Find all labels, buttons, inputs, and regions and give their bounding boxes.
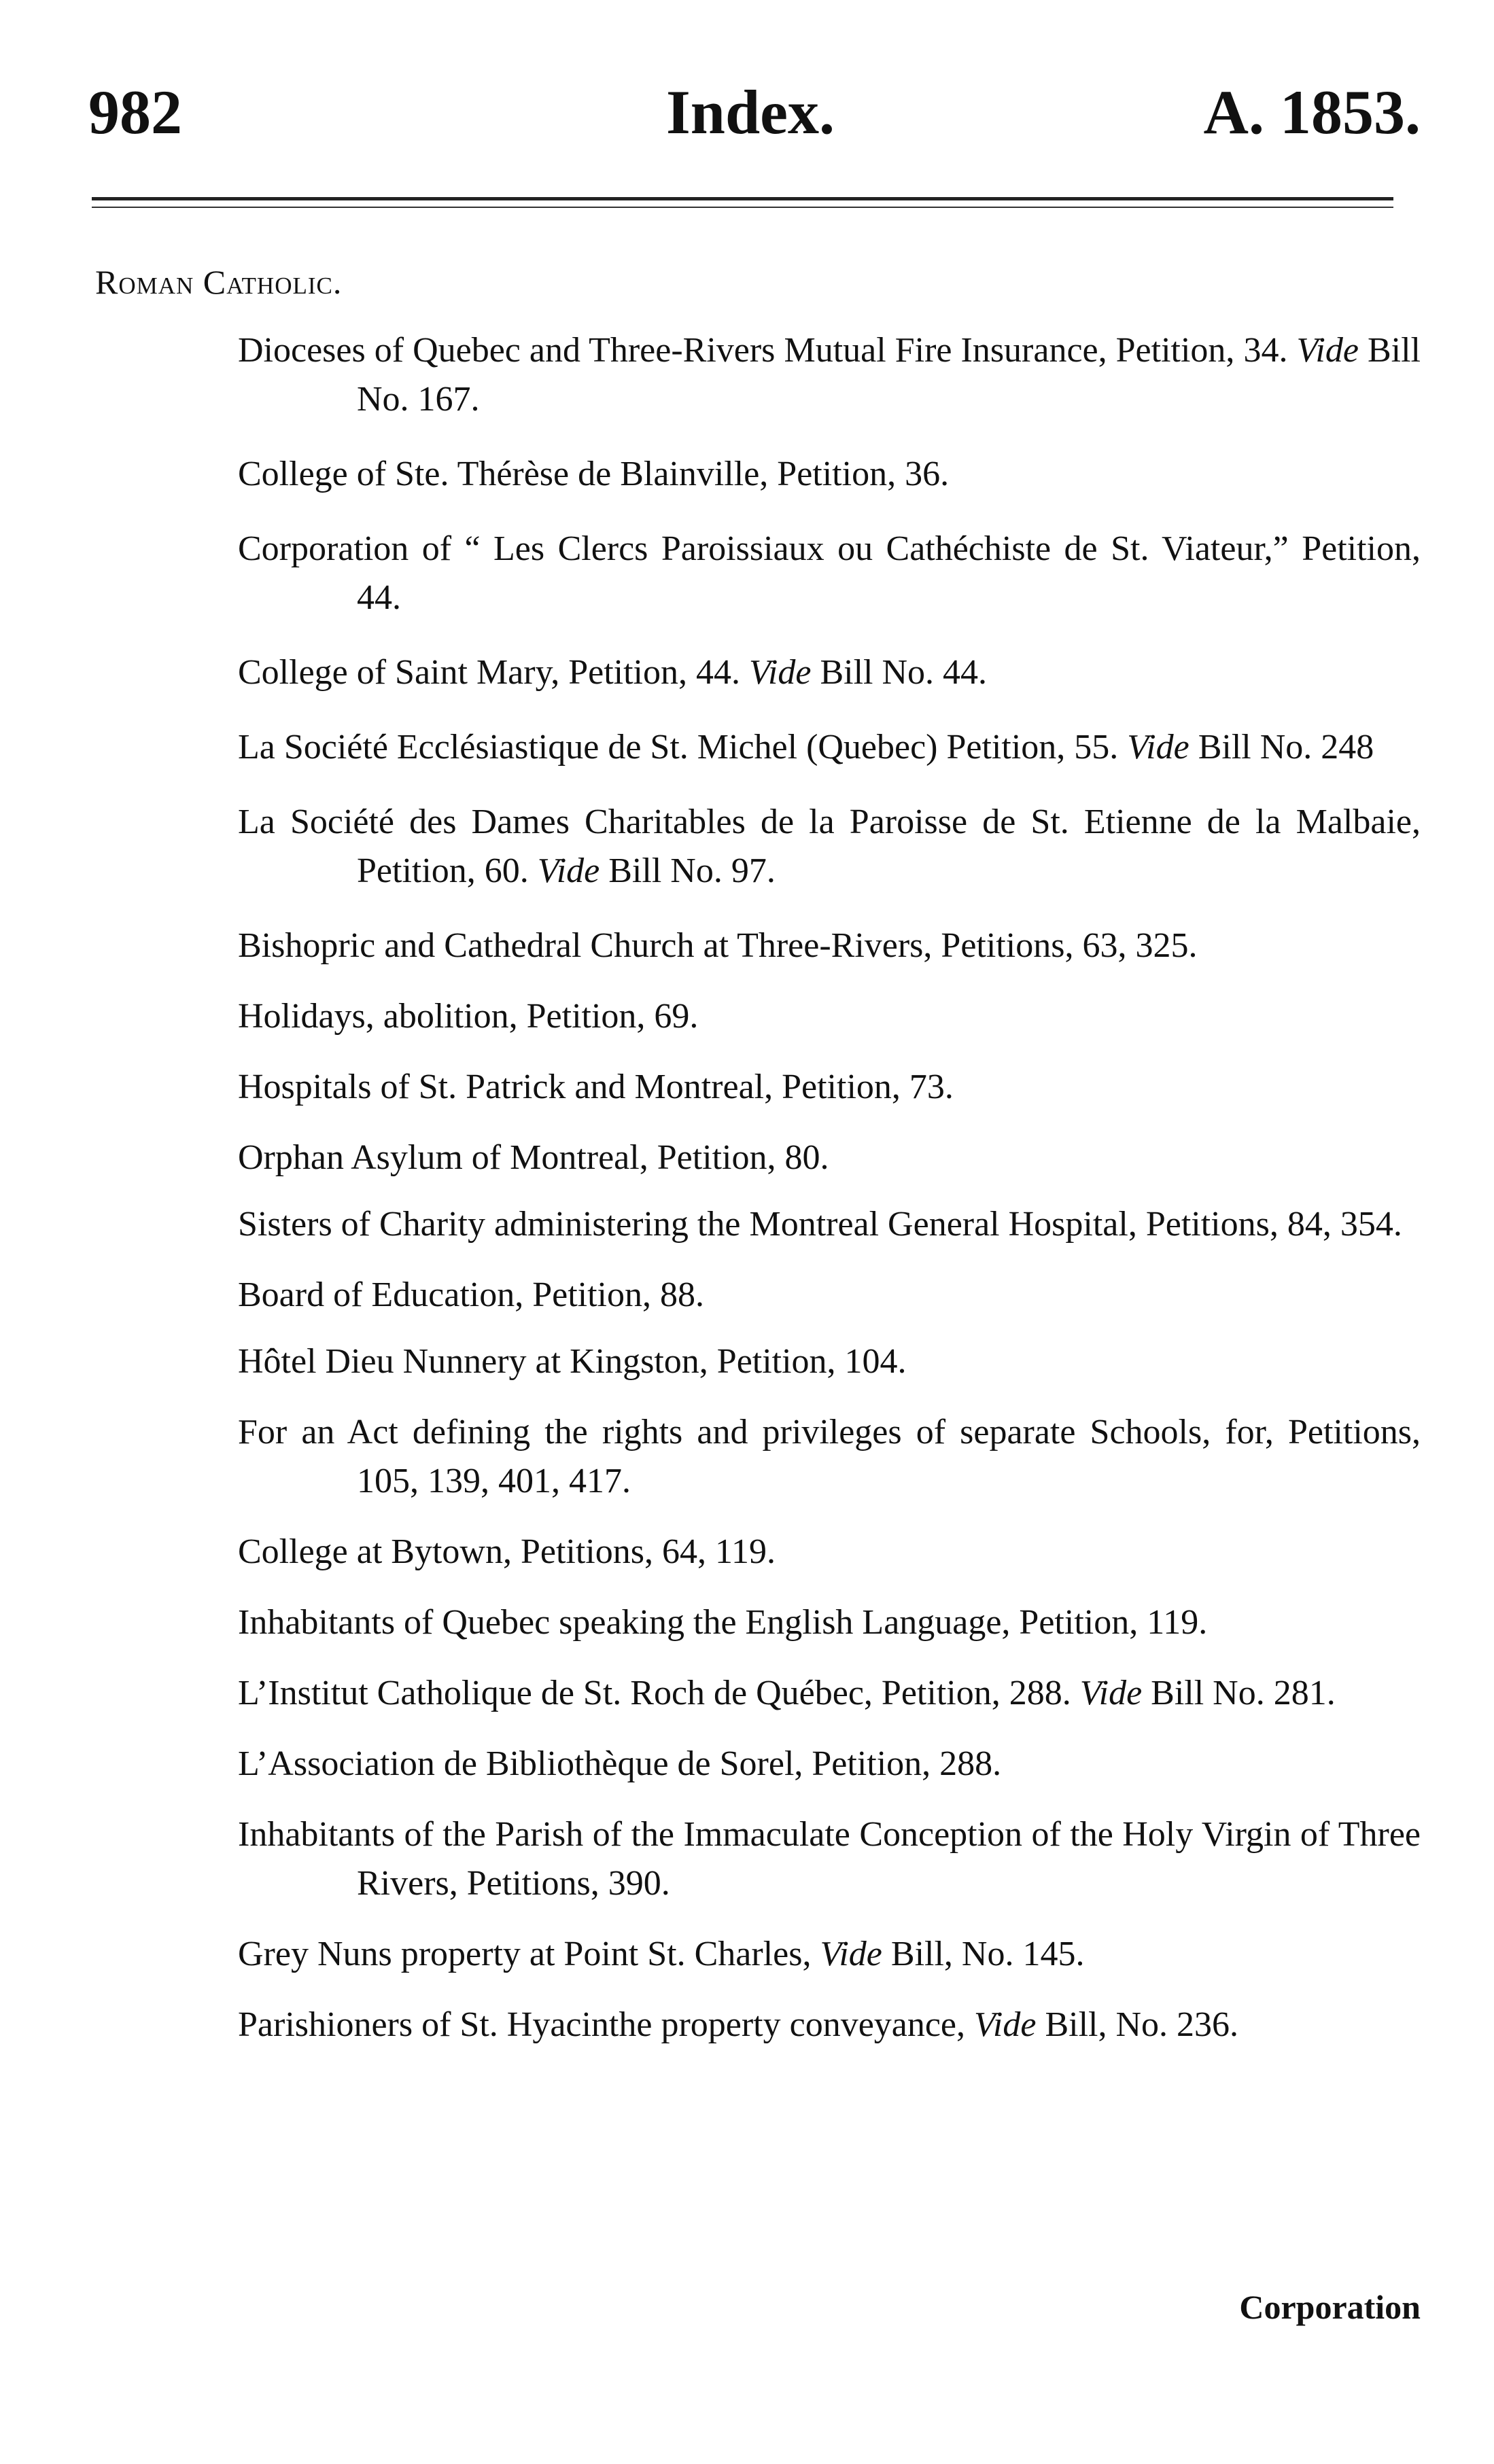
index-entry: Grey Nuns property at Point St. Charles, Vide Bill, No. 145. [238,1935,1085,1973]
page-title: Index. [666,77,835,147]
page-header [88,75,1421,149]
page-number: 982 [88,77,182,147]
header-rule-thick [92,197,1393,200]
index-entry: Corporation of “ Les Clercs Paroissiaux ou Cathéchiste de St. Viateur,” Petition, 44. [238,529,1421,617]
index-entry: College of Ste. Thérèse de Blainville, Petition, 36. [238,455,950,493]
index-entry: Dioceses of Quebec and Three-Rivers Mutual Fire Insurance, Petition, 34. Vide Bill No. 167. [238,331,1421,419]
index-entry: Hôtel Dieu Nunnery at Kingston, Petition, 104. [238,1342,907,1381]
index-entries [238,326,1421,2049]
index-entry: Bishopric and Cathedral Church at Three-Rivers, Petitions, 63, 325. [238,926,1198,965]
page-year: A. 1853. [1203,77,1421,147]
index-entry: Holidays, abolition, Petition, 69. [238,997,699,1036]
index-entry: La Société des Dames Charitables de la Paroisse de St. Etienne de la Malbaie, Petition, 60. Vide Bill No. 97. [238,803,1421,890]
index-entry: La Société Ecclésiastique de St. Michel (Quebec) Petition, 55. Vide Bill No. 248 [238,728,1374,767]
index-entry: Inhabitants of the Parish of the Immaculate Conception of the Holy Virgin of Three Rivers, Petitions, 390. [238,1815,1421,1903]
index-entry: Parishioners of St. Hyacinthe property conveyance, Vide Bill, No. 236. [238,2005,1239,2044]
section-heading: Roman Catholic. [95,263,343,301]
index-entry: For an Act defining the rights and privileges of separate Schools, for, Petitions, 105, 139, 401, 417. [238,1413,1421,1500]
index-entry: Orphan Asylum of Montreal, Petition, 80. [238,1138,829,1177]
index-entry: L’Association de Bibliothèque de Sorel, Petition, 288. [238,1744,1002,1783]
index-entry: L’Institut Catholique de St. Roch de Québec, Petition, 288. Vide Bill No. 281. [238,1674,1336,1712]
index-entry: Hospitals of St. Patrick and Montreal, Petition, 73. [238,1068,954,1106]
index-entry: College at Bytown, Petitions, 64, 119. [238,1532,776,1571]
index-entry: Inhabitants of Quebec speaking the English Language, Petition, 119. [238,1603,1208,1642]
index-entry: Sisters of Charity administering the Montreal General Hospital, Petitions, 84, 354. [238,1205,1402,1244]
index-entry: Board of Education, Petition, 88. [238,1275,705,1314]
header-rule-thin [92,207,1393,208]
index-entry: College of Saint Mary, Petition, 44. Vide Bill No. 44. [238,653,988,692]
catchword: Corporation [1239,2288,1421,2326]
